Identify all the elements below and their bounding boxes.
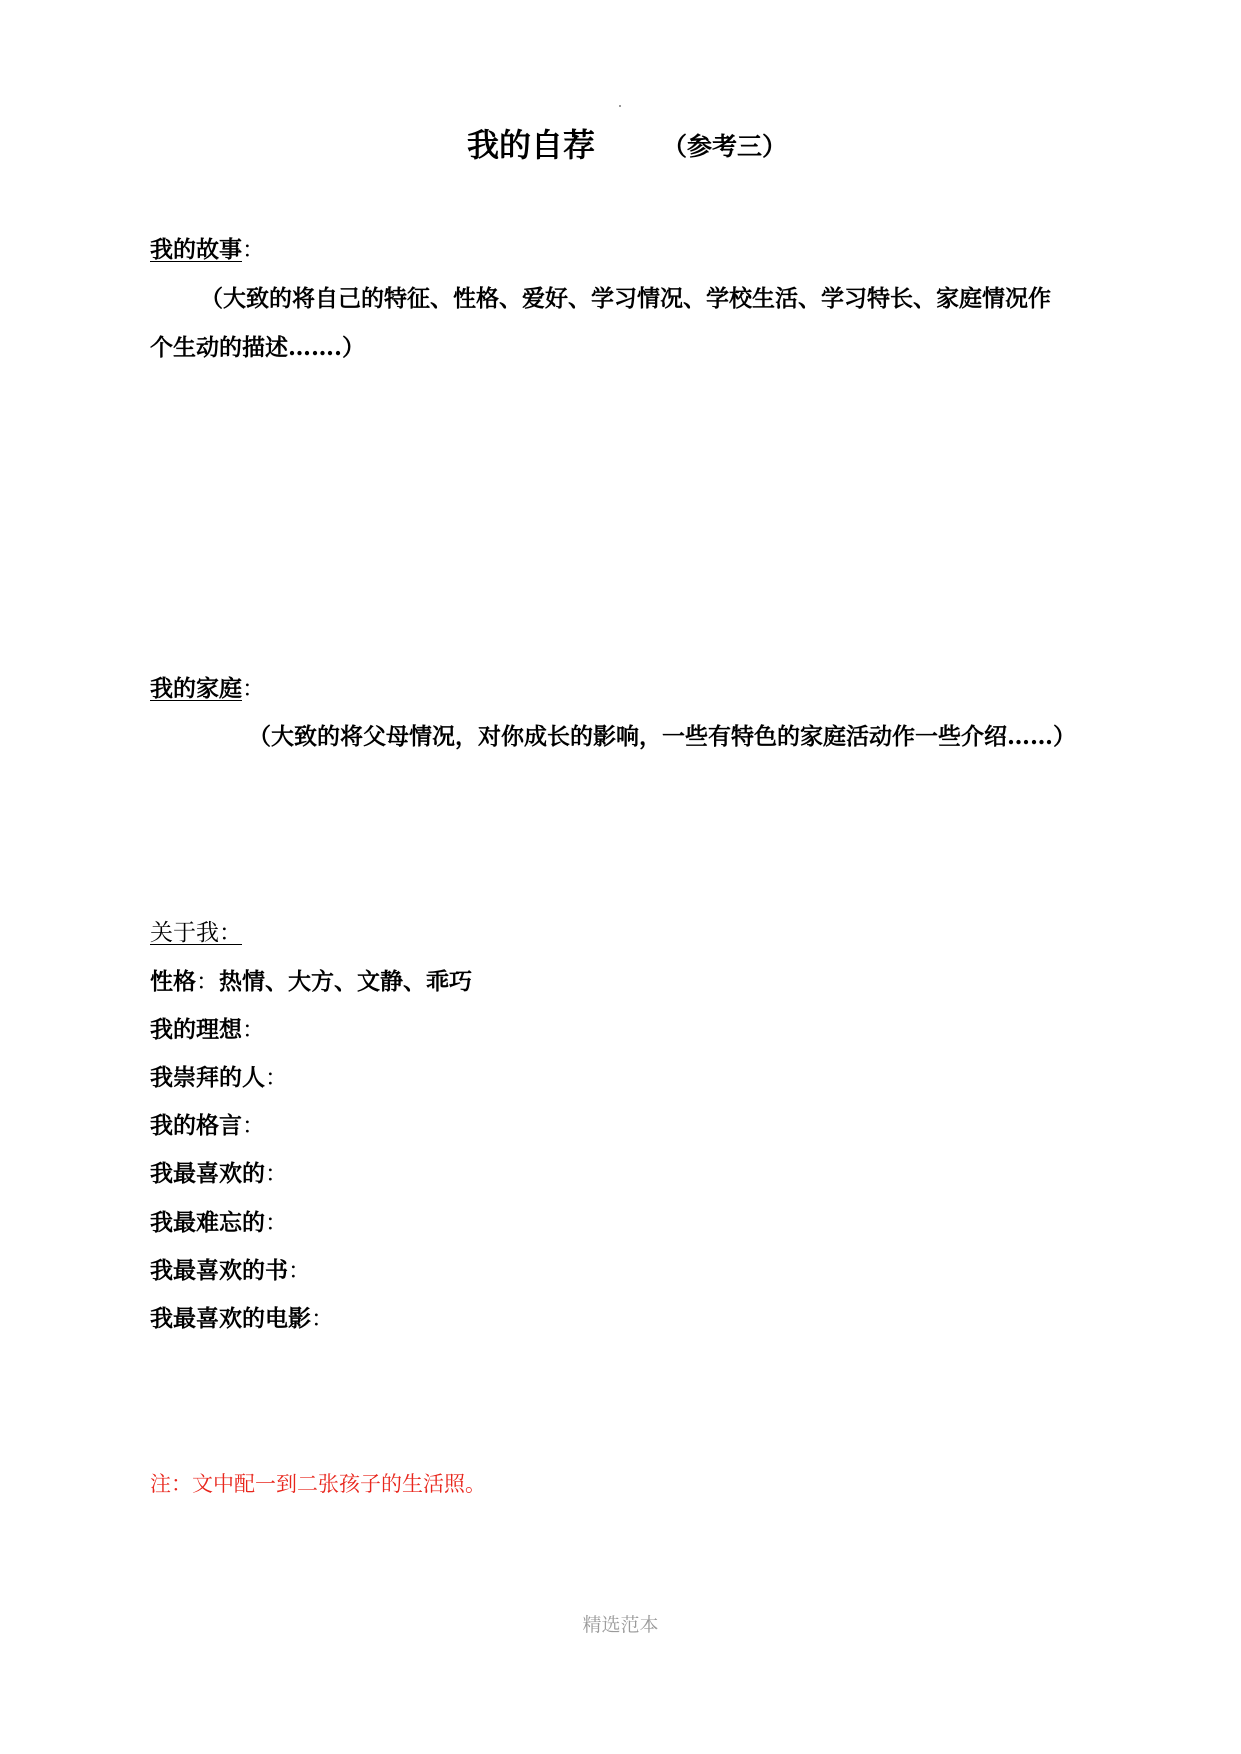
about-item-label: 我的理想 — [150, 1016, 242, 1043]
family-heading — [150, 673, 265, 705]
about-item-label: 我的格言 — [150, 1112, 242, 1139]
about-item-label: 我最喜欢的书 — [150, 1257, 288, 1284]
story-heading-colon: ： — [242, 237, 265, 263]
about-item-colon: ： — [288, 1258, 311, 1284]
page-speck — [619, 105, 621, 107]
photo-note: 注：文中配一到二张孩子的生活照。 — [150, 1472, 486, 1496]
about-item-colon: ： — [196, 969, 219, 995]
about-item-label: 我崇拜的人 — [150, 1064, 265, 1091]
about-item-label: 我最喜欢的电影 — [150, 1305, 311, 1332]
story-description-line-1: （大致的将自己的特征、性格、爱好、学习情况、学校生活、学习特长、家庭情况作 — [200, 285, 1051, 312]
about-item-label: 我最喜欢的 — [150, 1160, 265, 1187]
about-item-value: 热情、大方、文静、乖巧 — [219, 968, 472, 995]
about-item-label: 我最难忘的 — [150, 1209, 265, 1236]
page-footer: 精选范本 — [582, 1614, 659, 1636]
about-heading — [150, 917, 242, 949]
family-heading-colon: ： — [242, 676, 265, 702]
about-item-colon: ： — [265, 1161, 288, 1187]
page-title-reference: （参考三） — [662, 132, 788, 161]
about-item-admired-person — [150, 1062, 288, 1094]
about-item-ideal — [150, 1014, 265, 1046]
story-heading-label: 我的故事 — [150, 236, 242, 263]
story-description-line-2: 个生动的描述…….） — [150, 334, 366, 361]
about-item-motto — [150, 1110, 265, 1142]
family-heading-label: 我的家庭 — [150, 675, 242, 702]
family-description: （大致的将父母情况，对你成长的影响，一些有特色的家庭活动作一些介绍……） — [248, 723, 1076, 750]
about-item-colon: ： — [242, 1017, 265, 1043]
page-title: 我的自荐 — [467, 126, 596, 164]
about-item-colon: ： — [265, 1210, 288, 1236]
story-heading — [150, 234, 265, 266]
about-item-favorite-movie — [150, 1303, 334, 1335]
about-item-unforgettable — [150, 1207, 288, 1239]
about-item-favorite-book — [150, 1255, 311, 1287]
about-item-favorite — [150, 1158, 288, 1190]
about-item-label: 性格 — [150, 968, 196, 995]
about-item-colon: ： — [242, 1113, 265, 1139]
about-item-personality — [150, 966, 472, 998]
about-item-colon: ： — [265, 1065, 288, 1091]
about-item-colon: ： — [311, 1306, 334, 1332]
about-heading-label: 关于我： — [150, 920, 242, 946]
